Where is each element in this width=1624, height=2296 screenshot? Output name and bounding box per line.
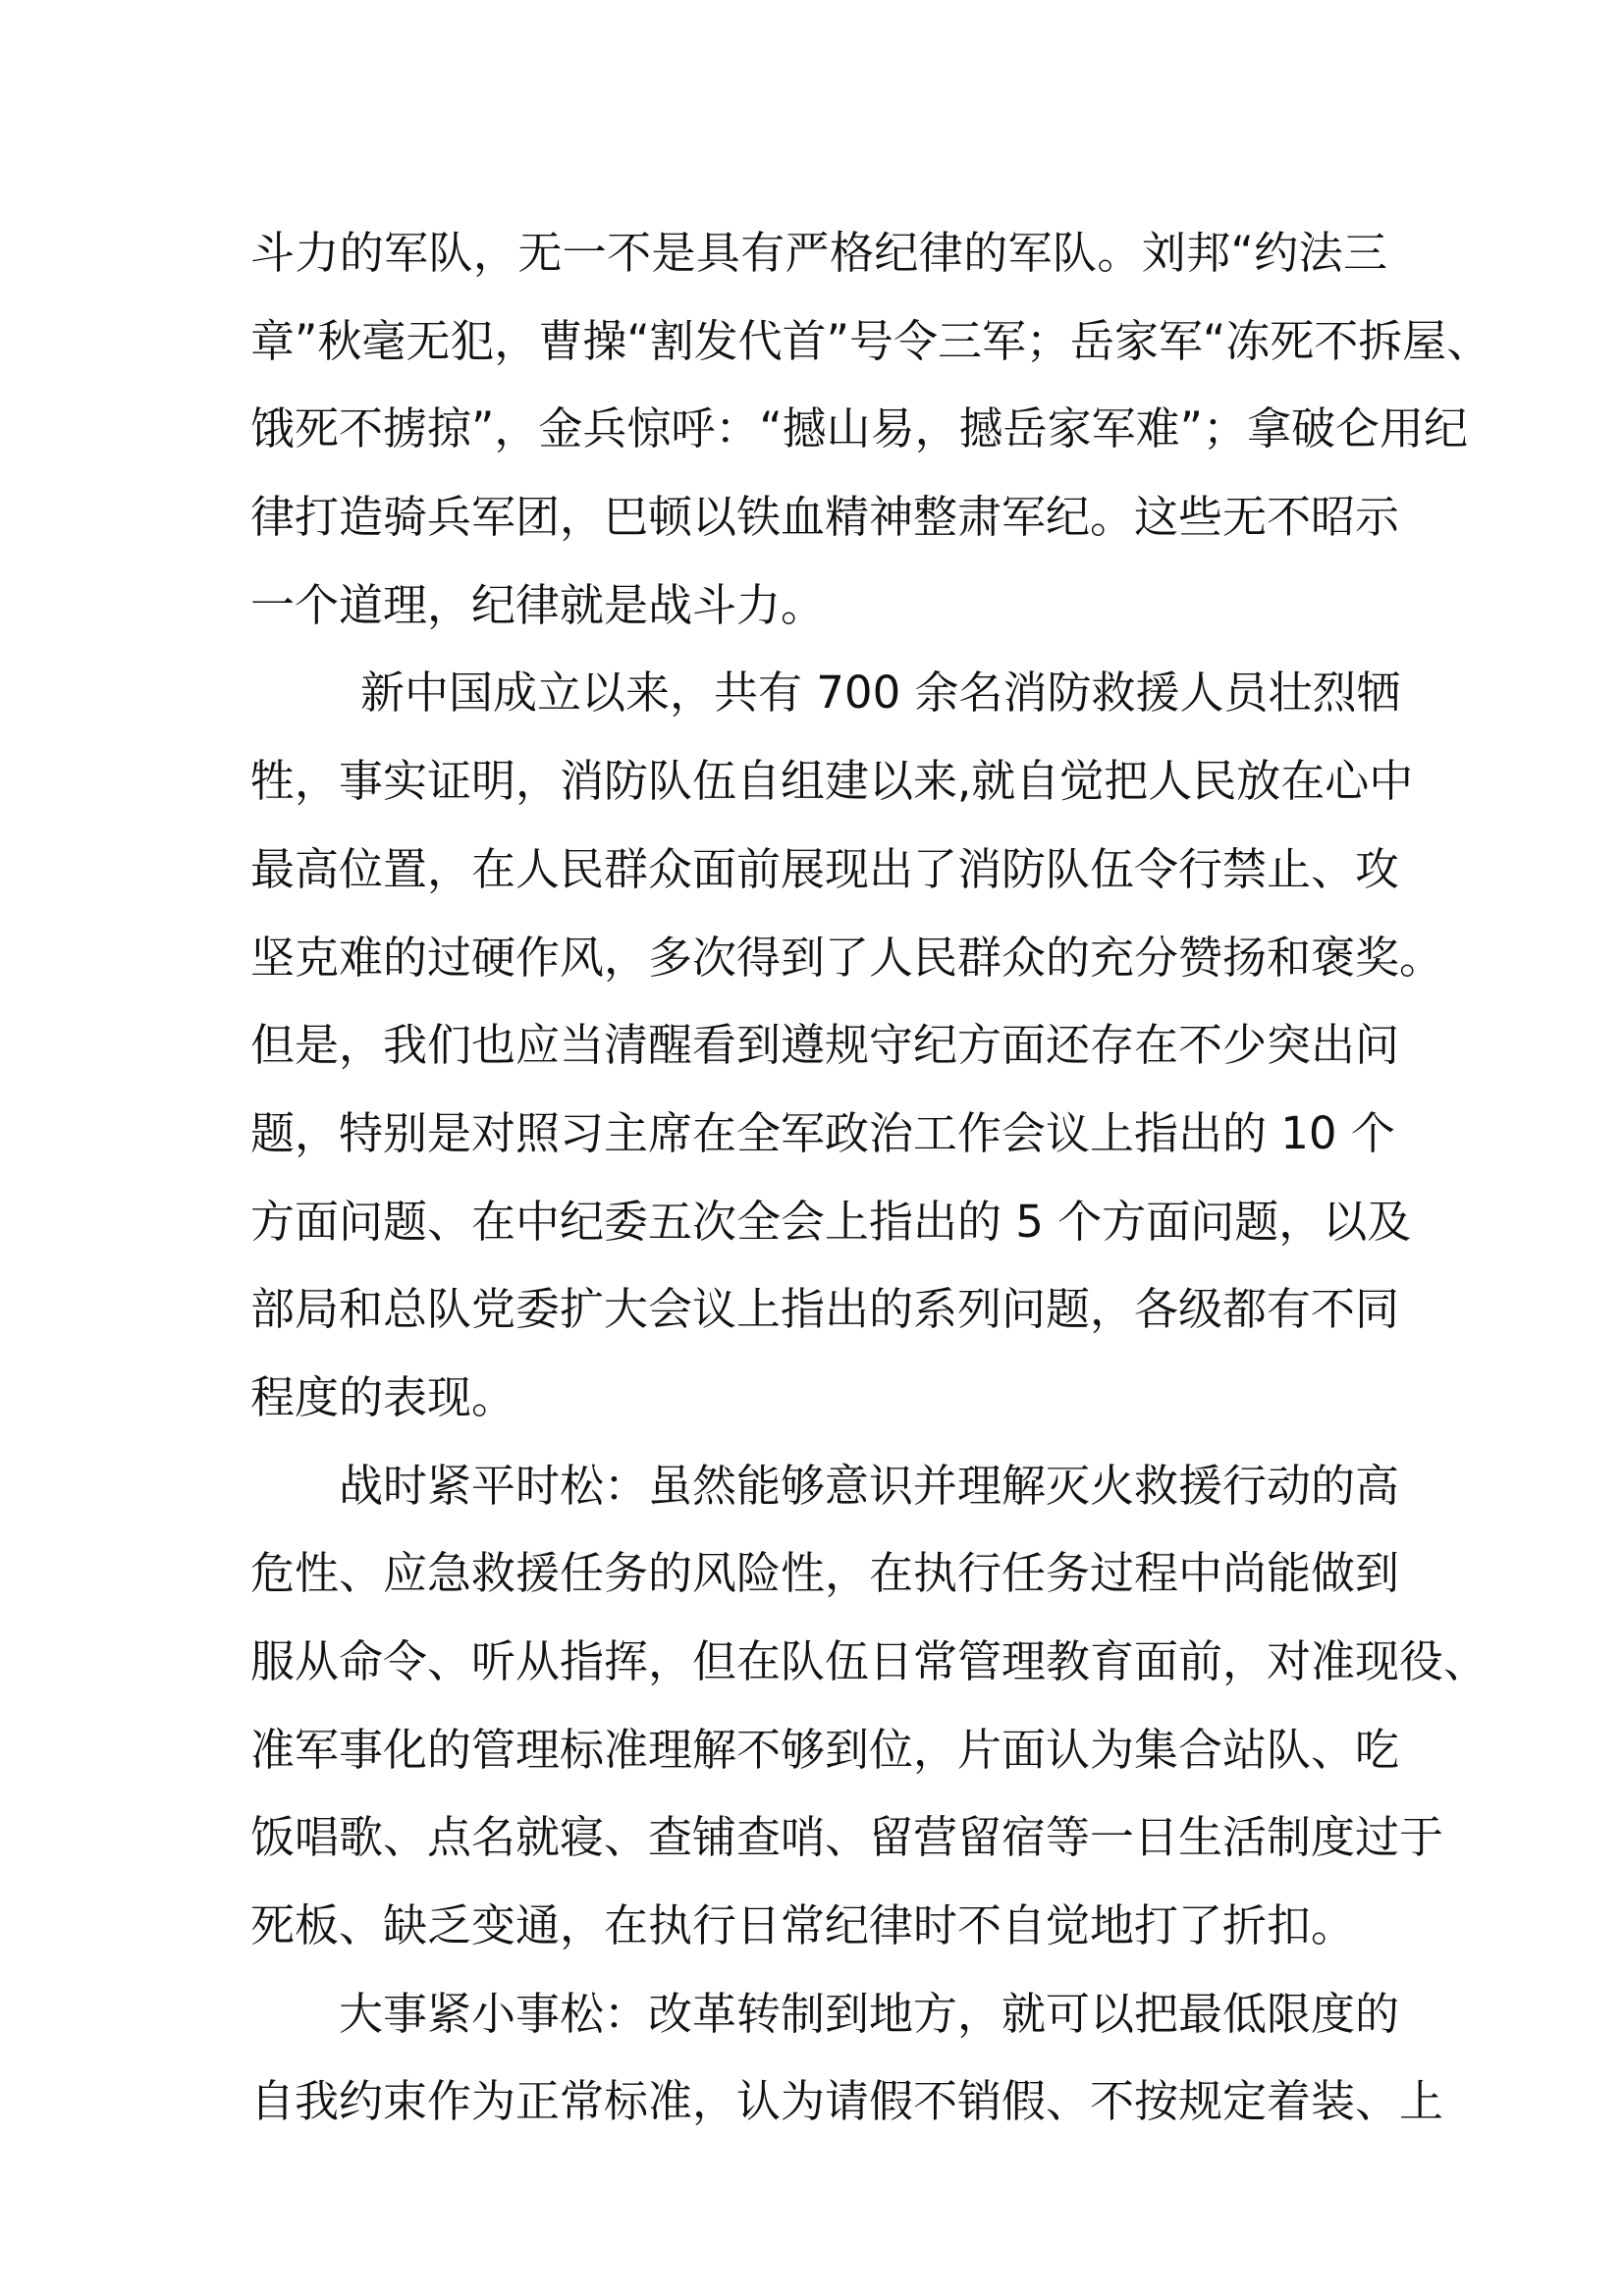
text-line: 饭唱歌、点名就寝、查铺查哨、留营留宿等一日生活制度过于 — [250, 1811, 1444, 1864]
text-line: 死板、缺乏变通，在执行日常纪律时不自觉地打了折扣。 — [250, 1899, 1356, 1952]
text-line: 斗力的军队，无一不是具有严格纪律的军队。刘邦“约法三 — [250, 227, 1387, 279]
text-line: 战时紧平时松：虽然能够意识并理解灭火救援行动的高 — [339, 1459, 1400, 1512]
text-line: 部局和总队党委扩大会议上指出的系列问题，各级都有不同 — [250, 1283, 1400, 1336]
text-line: 最高位置，在人民群众面前展现出了消防队伍令行禁止、攻 — [250, 842, 1400, 895]
text-line: 服从命令、听从指挥，但在队伍日常管理教育面前，对准现役、 — [250, 1635, 1489, 1687]
text-line: 律打造骑兵军团，巴顿以铁血精神整肃军纪。这些无不昭示 — [250, 491, 1400, 544]
text-line: 方面问题、在中纪委五次全会上指出的 5 个方面问题，以及 — [250, 1195, 1412, 1248]
text-line: 章”秋毫无犯，曹操“割发代首”号令三军；岳家军“冻死不拆屋、 — [250, 314, 1491, 367]
text-line: 程度的表现。 — [250, 1370, 516, 1423]
text-line: 牲，事实证明，消防队伍自组建以来,就自觉把人民放在心中 — [250, 755, 1414, 808]
text-line: 准军事化的管理标准理解不够到位，片面认为集合站队、吃 — [250, 1723, 1400, 1776]
text-line: 坚克难的过硬作风，多次得到了人民群众的充分赞扬和褒奖。 — [250, 931, 1444, 984]
text-line: 大事紧小事松：改革转制到地方，就可以把最低限度的 — [339, 1987, 1400, 2040]
text-line: 题，特别是对照习主席在全军政治工作会议上指出的 10 个 — [250, 1106, 1395, 1159]
text-line: 饿死不掳掠”，金兵惊呼：“撼山易，撼岳家军难”；拿破仑用纪 — [250, 402, 1468, 455]
text-line: 自我约束作为正常标准，认为请假不销假、不按规定着装、上 — [250, 2075, 1444, 2128]
body-text — [250, 209, 1491, 2146]
text-line: 一个道理，纪律就是战斗力。 — [250, 578, 826, 631]
text-line: 危性、应急救援任务的风险性，在执行任务过程中尚能做到 — [250, 1547, 1400, 1600]
text-line: 但是，我们也应当清醒看到遵规守纪方面还存在不少突出问 — [250, 1019, 1400, 1072]
text-line: 新中国成立以来，共有 700 余名消防救援人员壮烈牺 — [360, 667, 1401, 720]
